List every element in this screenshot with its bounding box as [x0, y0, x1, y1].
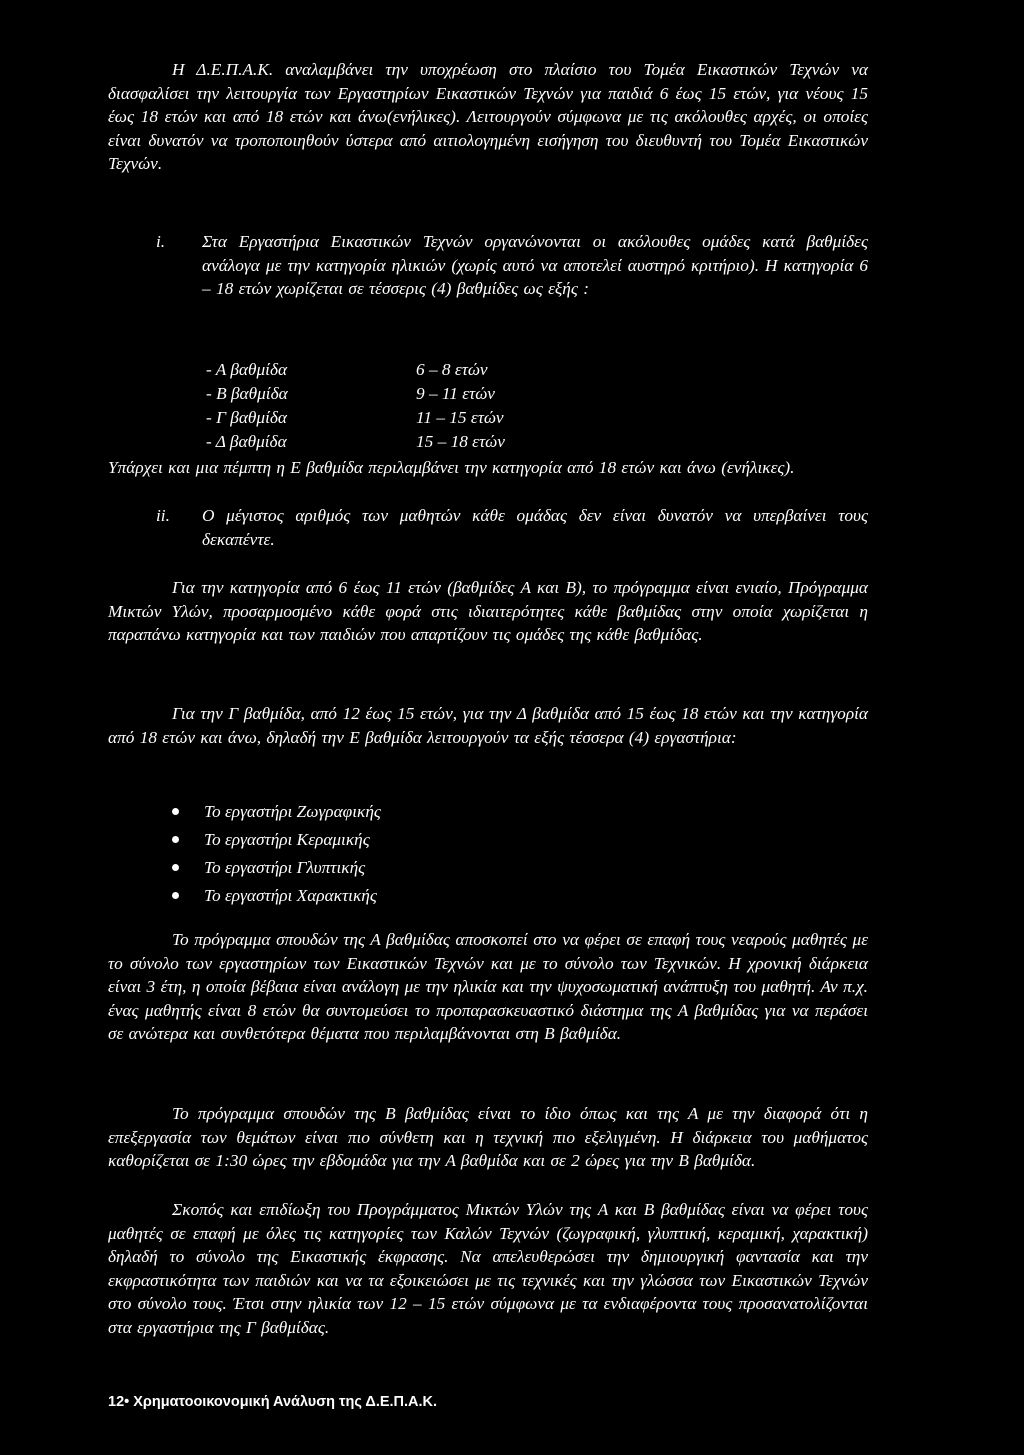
bullet-icon	[172, 864, 179, 871]
bullet-icon	[172, 892, 179, 899]
bullet-icon	[172, 836, 179, 843]
grade-label: - Δ βαθμίδα	[206, 432, 287, 451]
list-item-ii-text: Ο μέγιστος αριθμός των μαθητών κάθε ομάδας δεν είναι δυνατόν να υπερβαίνει τους δεκαπέντε.	[202, 506, 868, 549]
grade-label: - Γ βαθμίδα	[206, 408, 287, 427]
list-marker-ii: ii.	[156, 506, 170, 525]
document-page	[108, 58, 868, 1448]
workshop-name: Το εργαστήρι Ζωγραφικής	[204, 802, 381, 821]
workshop-name: Το εργαστήρι Χαρακτικής	[204, 886, 377, 905]
list-item-i	[156, 230, 868, 301]
grade-label: - Β βαθμίδα	[206, 384, 288, 403]
paragraph-b-program: Το πρόγραμμα σπουδών της Β βαθμίδας είναι το ίδιο όπως και της Α με την διαφορά ότι η επεξεργασία των θεμάτων είναι πιο σύνθετη και η τεχνική πιο εξελιγμένη. Η διάρκεια του μαθήματος καθορίζεται σε 1:30 ώρες την εβδομάδα για την Α βαθμίδα και σε 2 ώρες για την Β βαθμίδα.	[108, 1104, 868, 1171]
grade-range: 6 – 8 ετών	[416, 360, 488, 379]
workshop-name: Το εργαστήρι Γλυπτικής	[204, 858, 366, 877]
paragraph-gde: Για την Γ βαθμίδα, από 12 έως 15 ετών, για την Δ βαθμίδα από 15 έως 18 ετών και την κατηγορία από 18 ετών και άνω, δηλαδή την Ε βαθμίδα λειτουργούν τα εξής τέσσερα (4) εργαστήρια:	[108, 704, 868, 747]
grade-label: - Α βαθμίδα	[206, 360, 288, 379]
grade-range: 9 – 11 ετών	[416, 384, 495, 403]
bullet-icon	[172, 808, 179, 815]
list-item-ii	[156, 504, 868, 551]
paragraph-goal: Σκοπός και επιδίωξη του Προγράμματος Μικτών Υλών της Α και Β βαθμίδας είναι να φέρει τους μαθητές σε επαφή με όλες τις κατηγορίες των Καλών Τεχνών (ζωγραφική, γλυπτική, κεραμική, χαρακτική) δηλαδή το σύνολο της Εικαστικής έκφρασης. Να απελευθερώσει την δημιουργική φαντασία και την εκφραστικότητα των παιδιών και να τα εξοικειώσει με τις τεχνικές και την γλώσσα των Εικαστικών Τεχνών στο σύνολο τους. Έτσι στην ηλικία των 12 – 15 ετών σύμφωνα με τα ενδιαφέροντα τους προσανατολίζονται στα εργαστήρια της Γ βαθμίδας.	[108, 1200, 868, 1337]
page-footer: 12• Χρηματοοικονομική Ανάλυση της Δ.Ε.Π.Α.Κ.	[108, 1394, 438, 1410]
list-item-i-text: Στα Εργαστήρια Εικαστικών Τεχνών οργανώνονται οι ακόλουθες ομάδες κατά βαθμίδες ανάλογα με την κατηγορία ηλικιών (χωρίς αυτό να αποτελεί αυστηρό κριτήριο). Η κατηγορία 6 – 18 ετών χωρίζεται σε τέσσερις (4) βαθμίδες ως εξής :	[202, 232, 868, 299]
grade-range: 15 – 18 ετών	[416, 432, 505, 451]
paragraph-ab: Για την κατηγορία από 6 έως 11 ετών (βαθμίδες Α και Β), το πρόγραμμα είναι ενιαίο, Πρόγραμμα Μικτών Υλών, προσαρμοσμένο κάθε φορά στις ιδιαιτερότητες κάθε βαθμίδας στην οποία χωρίζεται η παραπάνω κατηγορία και των παιδιών που απαρτίζουν τις ομάδες της κάθε βαθμίδας.	[108, 578, 868, 645]
list-marker-i: i.	[156, 232, 166, 251]
grade-range: 11 – 15 ετών	[416, 408, 504, 427]
paragraph-a-program: Το πρόγραμμα σπουδών της Α βαθμίδας αποσκοπεί στο να φέρει σε επαφή τους νεαρούς μαθητές με το σύνολο των εργαστηρίων των Εικαστικών Τεχνών και με το σύνολο των Τεχνικών. Η χρονική διάρκεια είναι 3 έτη, η οποία βέβαια είναι ανάλογη με την ηλικία και την ψυχοσωματική ανάπτυξη του μαθητή. Αν π.χ. ένας μαθητής είναι 8 ετών θα συντομεύσει το προπαρασκευαστικό διάστημα της Α βαθμίδας για να περάσει σε ανώτερα και συνθετότερα θέματα που περιλαμβάνονται στη Β βαθμίδα.	[108, 930, 868, 1044]
workshop-name: Το εργαστήρι Κεραμικής	[204, 830, 370, 849]
fifth-grade-paragraph: Υπάρχει και μια πέμπτη η Ε βαθμίδα περιλαμβάνει την κατηγορία από 18 ετών και άνω (ενήλικες).	[108, 458, 795, 477]
intro-paragraph: Η Δ.Ε.Π.Α.Κ. αναλαμβάνει την υποχρέωση στο πλαίσιο του Τομέα Εικαστικών Τεχνών να διασφαλίσει την λειτουργία των Εργαστηρίων Εικαστικών Τεχνών για παιδιά 6 έως 15 ετών, για νέους 15 έως 18 ετών και από 18 ετών και άνω(ενήλικες). Λειτουργούν σύμφωνα με τις ακόλουθες αρχές, οι οποίες είναι δυνατόν να τροποποιηθούν ύστερα από αιτιολογημένη εισήγηση του διευθυντή του Τομέα Εικαστικών Τεχνών.	[108, 60, 868, 174]
